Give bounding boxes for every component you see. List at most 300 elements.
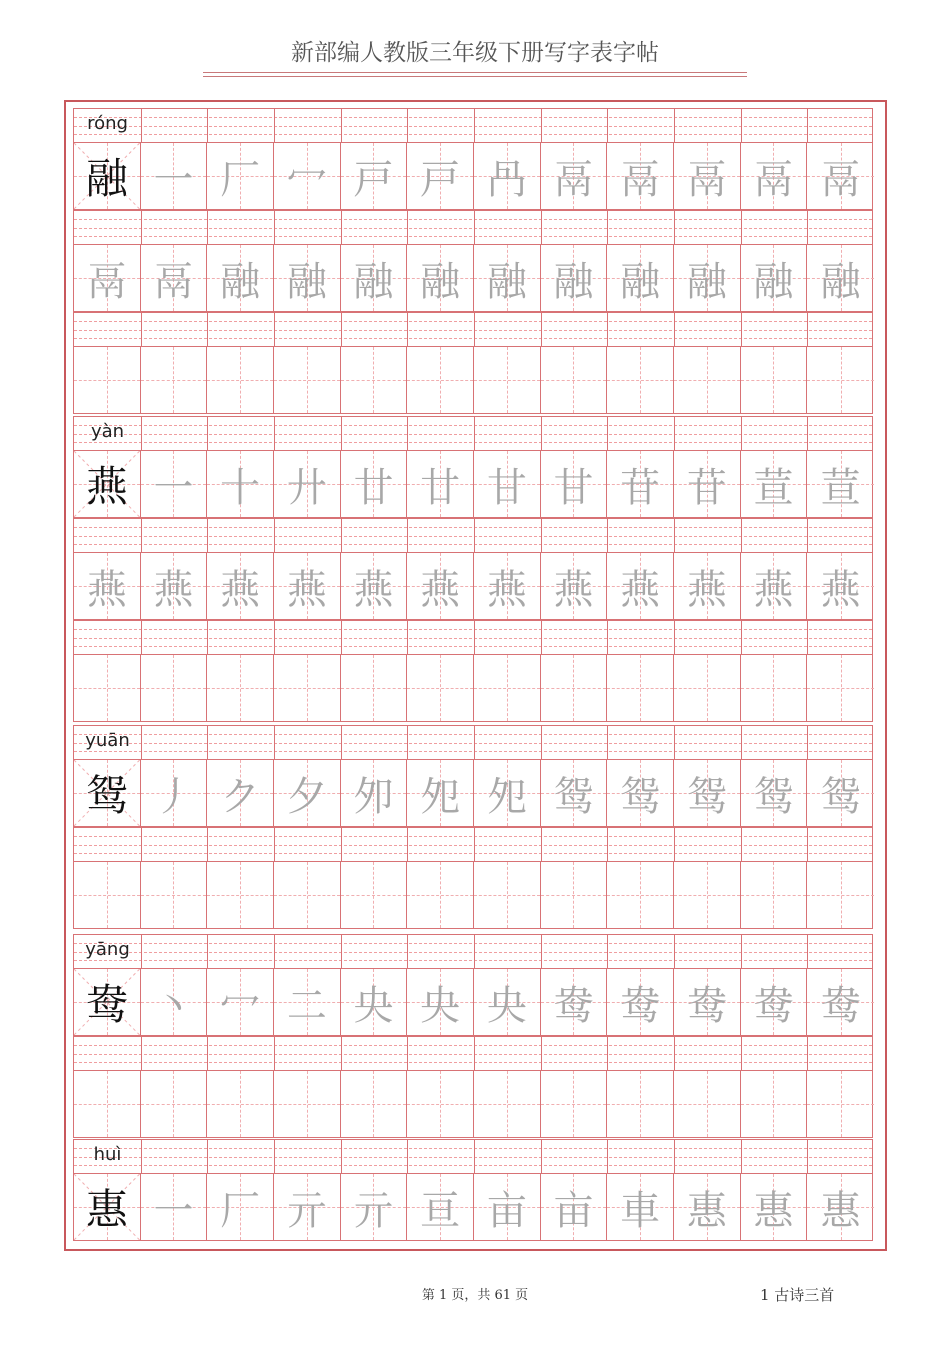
column-divider (141, 828, 142, 861)
column-divider (207, 935, 208, 968)
practice-cell (741, 1174, 808, 1240)
column-divider (341, 621, 342, 654)
column-divider (274, 417, 275, 450)
grid-guide-vertical (773, 655, 774, 721)
column-divider (807, 828, 808, 861)
practice-cell (541, 969, 608, 1035)
practice-cell (141, 347, 208, 413)
character-practice-row (73, 759, 873, 827)
pinyin-guide-line (74, 425, 872, 426)
practice-cell (541, 1174, 608, 1240)
stroke-order-step: 亩 (553, 1187, 594, 1234)
pinyin-band (73, 1139, 873, 1173)
stroke-order-step: 鬲 (753, 156, 794, 203)
practice-cell (674, 1174, 741, 1240)
practice-cell (474, 1174, 541, 1240)
practice-cell (607, 347, 674, 413)
column-divider (674, 417, 675, 450)
character-practice-row (73, 552, 873, 620)
stroke-order-step: 融 (286, 258, 327, 305)
pinyin-guide-line (74, 845, 872, 846)
practice-cell (141, 862, 208, 928)
practice-cell (341, 760, 408, 826)
practice-cell (407, 1174, 474, 1240)
practice-cell (274, 451, 341, 517)
practice-cell (607, 1174, 674, 1240)
column-divider (741, 621, 742, 654)
stroke-order-step: 融 (686, 258, 727, 305)
pinyin-guide-line (74, 646, 872, 647)
stroke-order-step: 央 (353, 982, 394, 1029)
column-divider (541, 211, 542, 244)
column-divider (607, 109, 608, 142)
practice-cell (807, 1174, 874, 1240)
column-divider (541, 621, 542, 654)
pinyin-band (73, 312, 873, 346)
practice-cell (474, 245, 541, 311)
pinyin-guide-line (74, 629, 872, 630)
stroke-order-step: 二 (286, 982, 327, 1029)
practice-cell (341, 143, 408, 209)
stroke-order-step: 融 (553, 258, 594, 305)
pinyin-guide-line (74, 338, 872, 339)
column-divider (341, 109, 342, 142)
column-divider (274, 519, 275, 552)
column-divider (274, 935, 275, 968)
practice-cell (407, 969, 474, 1035)
practice-cell (341, 969, 408, 1035)
column-divider (741, 1037, 742, 1070)
column-divider (607, 726, 608, 759)
column-divider (741, 828, 742, 861)
practice-cell (741, 862, 808, 928)
column-divider (674, 1140, 675, 1173)
practice-cell (274, 245, 341, 311)
column-divider (807, 417, 808, 450)
practice-cell (474, 143, 541, 209)
stroke-order-step: 鬲 (686, 156, 727, 203)
column-divider (607, 1037, 608, 1070)
practice-cell (207, 143, 274, 209)
practice-cell (207, 1071, 274, 1137)
practice-cell (674, 1071, 741, 1137)
pinyin-band (73, 210, 873, 244)
practice-cell (207, 760, 274, 826)
column-divider (407, 935, 408, 968)
pinyin-guide-line (74, 638, 872, 639)
model-character: 鸳 (85, 771, 128, 820)
model-character-cell (74, 969, 141, 1035)
pinyin-guide-line (74, 330, 872, 331)
pinyin-guide-line (74, 527, 872, 528)
stroke-order-step: 鬲 (820, 156, 861, 203)
stroke-order-step: 惠 (820, 1187, 861, 1234)
grid-guide-vertical (373, 1071, 374, 1137)
column-divider (541, 935, 542, 968)
column-divider (741, 519, 742, 552)
practice-cell (141, 451, 208, 517)
practice-cell (74, 1071, 141, 1137)
stroke-order-step: 廾 (286, 464, 327, 511)
grid-guide-vertical (173, 862, 174, 928)
stroke-order-step: 鸯 (753, 982, 794, 1029)
pinyin-guide-line (74, 1148, 872, 1149)
practice-cell (807, 969, 874, 1035)
column-divider (141, 313, 142, 346)
grid-guide-vertical (707, 862, 708, 928)
practice-cell (407, 143, 474, 209)
practice-cell (474, 451, 541, 517)
column-divider (341, 1037, 342, 1070)
practice-cell (207, 655, 274, 721)
column-divider (674, 211, 675, 244)
practice-cell (541, 760, 608, 826)
column-divider (407, 519, 408, 552)
model-character: 融 (85, 154, 128, 203)
practice-cell (674, 143, 741, 209)
stroke-order-step: 燕 (620, 566, 661, 613)
grid-guide-vertical (573, 347, 574, 413)
grid-guide-vertical (373, 862, 374, 928)
practice-cell (74, 245, 141, 311)
column-divider (607, 519, 608, 552)
column-divider (541, 726, 542, 759)
pinyin-guide-line (74, 853, 872, 854)
column-divider (274, 726, 275, 759)
column-divider (407, 621, 408, 654)
stroke-order-step: 苷 (620, 464, 661, 511)
practice-cell (141, 655, 208, 721)
stroke-order-step: 燕 (753, 566, 794, 613)
pinyin-band (73, 1036, 873, 1070)
pinyin-band (73, 934, 873, 968)
column-divider (407, 313, 408, 346)
grid-guide-vertical (440, 655, 441, 721)
practice-cell (341, 1071, 408, 1137)
practice-cell (607, 862, 674, 928)
practice-cell (674, 969, 741, 1035)
grid-guide-vertical (240, 347, 241, 413)
pinyin-guide-line (74, 1045, 872, 1046)
practice-cell (274, 143, 341, 209)
practice-cell (674, 760, 741, 826)
column-divider (474, 313, 475, 346)
pinyin-guide-line (74, 836, 872, 837)
practice-cell (607, 451, 674, 517)
stroke-order-step: 一 (153, 1187, 194, 1234)
column-divider (741, 1140, 742, 1173)
stroke-order-step: 央 (486, 982, 527, 1029)
column-divider (341, 726, 342, 759)
grid-guide-vertical (507, 862, 508, 928)
stroke-order-step: 融 (753, 258, 794, 305)
stroke-order-step: 融 (420, 258, 461, 305)
practice-cell (341, 1174, 408, 1240)
pinyin-guide-line (74, 743, 872, 744)
grid-guide-vertical (173, 347, 174, 413)
grid-guide-vertical (440, 1071, 441, 1137)
stroke-order-step: 冎 (486, 156, 527, 203)
pinyin-band (73, 620, 873, 654)
practice-cell (407, 862, 474, 928)
pinyin-guide-line (74, 751, 872, 752)
title-underline-thin (203, 76, 747, 77)
grid-guide-vertical (307, 655, 308, 721)
stroke-order-step: 燕 (286, 566, 327, 613)
column-divider (341, 211, 342, 244)
practice-cell (807, 451, 874, 517)
practice-sheet (73, 108, 873, 1241)
pinyin-guide-line (74, 1157, 872, 1158)
character-practice-row (73, 861, 873, 929)
practice-cell (207, 862, 274, 928)
practice-cell (541, 347, 608, 413)
character-practice-row (73, 968, 873, 1036)
column-divider (807, 935, 808, 968)
practice-cell (541, 1071, 608, 1137)
column-divider (207, 417, 208, 450)
practice-cell (207, 969, 274, 1035)
column-divider (541, 1037, 542, 1070)
column-divider (341, 935, 342, 968)
stroke-order-step: 鬲 (86, 258, 127, 305)
column-divider (274, 828, 275, 861)
column-divider (141, 621, 142, 654)
stroke-order-step: 厂 (220, 1187, 261, 1234)
pinyin-guide-line (74, 544, 872, 545)
stroke-order-step: 鸯 (553, 982, 594, 1029)
practice-cell (741, 143, 808, 209)
stroke-order-step: 鸯 (820, 982, 861, 1029)
grid-guide-vertical (307, 1071, 308, 1137)
column-divider (674, 935, 675, 968)
grid-guide-vertical (773, 862, 774, 928)
model-character-cell (74, 451, 141, 517)
pinyin-guide-line (74, 536, 872, 537)
pinyin-label: huì (93, 1144, 122, 1165)
grid-guide-vertical (573, 862, 574, 928)
practice-cell (341, 553, 408, 619)
stroke-order-step: 甘 (486, 464, 527, 511)
stroke-order-step: 融 (620, 258, 661, 305)
practice-cell (807, 655, 874, 721)
practice-cell (741, 969, 808, 1035)
grid-guide-vertical (240, 655, 241, 721)
stroke-order-step: 燕 (820, 566, 861, 613)
pinyin-guide-line (74, 442, 872, 443)
stroke-order-step: 鸯 (620, 982, 661, 1029)
column-divider (274, 211, 275, 244)
column-divider (474, 1140, 475, 1173)
column-divider (474, 935, 475, 968)
stroke-order-step: 夕 (286, 773, 327, 820)
stroke-order-step: 燕 (486, 566, 527, 613)
grid-guide-vertical (107, 347, 108, 413)
stroke-order-step: 亓 (286, 1187, 327, 1234)
practice-cell (274, 862, 341, 928)
practice-cell (274, 553, 341, 619)
grid-guide-vertical (841, 862, 842, 928)
character-practice-row (73, 450, 873, 518)
pinyin-band (73, 416, 873, 450)
column-divider (674, 828, 675, 861)
grid-guide-vertical (773, 1071, 774, 1137)
practice-cell (207, 451, 274, 517)
grid-guide-vertical (173, 1071, 174, 1137)
grid-guide-vertical (240, 1071, 241, 1137)
practice-cell (274, 1174, 341, 1240)
grid-guide-vertical (640, 1071, 641, 1137)
practice-cell (541, 655, 608, 721)
column-divider (607, 935, 608, 968)
practice-cell (807, 553, 874, 619)
practice-cell (807, 862, 874, 928)
column-divider (674, 621, 675, 654)
practice-cell (341, 245, 408, 311)
column-divider (207, 1140, 208, 1173)
stroke-order-step: 融 (220, 258, 261, 305)
column-divider (341, 519, 342, 552)
stroke-order-step: 夘 (353, 773, 394, 820)
stroke-order-step: 十 (220, 464, 261, 511)
pinyin-guide-line (74, 134, 872, 135)
stroke-order-step: 燕 (686, 566, 727, 613)
practice-cell (141, 553, 208, 619)
column-divider (541, 417, 542, 450)
pinyin-guide-line (74, 236, 872, 237)
stroke-order-step: 融 (486, 258, 527, 305)
stroke-order-step: 戸 (420, 156, 461, 203)
grid-guide-vertical (373, 347, 374, 413)
column-divider (541, 828, 542, 861)
column-divider (474, 211, 475, 244)
stroke-order-step: 央 (420, 982, 461, 1029)
practice-cell (741, 655, 808, 721)
stroke-order-step: 夗 (486, 773, 527, 820)
column-divider (807, 519, 808, 552)
stroke-order-step: 燕 (86, 566, 127, 613)
column-divider (807, 109, 808, 142)
column-divider (407, 417, 408, 450)
practice-cell (474, 969, 541, 1035)
practice-cell (141, 760, 208, 826)
stroke-order-step: 鸳 (820, 773, 861, 820)
column-divider (607, 313, 608, 346)
practice-cell (674, 451, 741, 517)
grid-guide-vertical (707, 347, 708, 413)
pinyin-guide-line (74, 960, 872, 961)
grid-guide-vertical (373, 655, 374, 721)
column-divider (474, 109, 475, 142)
column-divider (807, 211, 808, 244)
stroke-order-step: 鸳 (620, 773, 661, 820)
stroke-order-step: 融 (353, 258, 394, 305)
grid-guide-vertical (573, 655, 574, 721)
page-title: 新部编人教版三年级下册写字表字帖 (291, 40, 659, 66)
stroke-order-step: 冖 (286, 156, 327, 203)
column-divider (607, 211, 608, 244)
pinyin-guide-line (74, 219, 872, 220)
grid-guide-vertical (440, 347, 441, 413)
practice-cell (341, 862, 408, 928)
column-divider (607, 828, 608, 861)
stroke-order-step: 鬲 (553, 156, 594, 203)
practice-cell (741, 347, 808, 413)
pinyin-label: róng (87, 113, 128, 134)
column-divider (541, 1140, 542, 1173)
column-divider (541, 109, 542, 142)
column-divider (407, 109, 408, 142)
column-divider (407, 1140, 408, 1173)
stroke-order-step: 冖 (220, 982, 261, 1029)
practice-cell (407, 451, 474, 517)
grid-guide-vertical (707, 1071, 708, 1137)
grid-guide-vertical (707, 655, 708, 721)
practice-cell (807, 760, 874, 826)
grid-guide-vertical (640, 862, 641, 928)
practice-cell (741, 760, 808, 826)
grid-guide-vertical (640, 655, 641, 721)
column-divider (407, 726, 408, 759)
practice-cell (274, 347, 341, 413)
stroke-order-step: 丶 (153, 982, 194, 1029)
column-divider (674, 313, 675, 346)
grid-guide-vertical (307, 862, 308, 928)
practice-cell (541, 451, 608, 517)
column-divider (341, 313, 342, 346)
column-divider (341, 417, 342, 450)
pinyin-guide-line (74, 117, 872, 118)
stroke-order-step: 廿 (420, 464, 461, 511)
practice-cell (607, 1071, 674, 1137)
stroke-order-step: 甘 (553, 464, 594, 511)
practice-cell (541, 862, 608, 928)
stroke-order-step: 鬲 (620, 156, 661, 203)
stroke-order-step: 厂 (220, 156, 261, 203)
practice-cell (607, 655, 674, 721)
column-divider (607, 1140, 608, 1173)
stroke-order-step: 燕 (353, 566, 394, 613)
practice-cell (207, 245, 274, 311)
grid-guide-vertical (507, 1071, 508, 1137)
practice-cell (474, 347, 541, 413)
practice-cell (274, 969, 341, 1035)
pinyin-label: yuān (85, 730, 130, 751)
character-practice-row (73, 142, 873, 210)
stroke-order-step: 亩 (486, 1187, 527, 1234)
practice-cell (207, 1174, 274, 1240)
stroke-order-step: 荁 (820, 464, 861, 511)
stroke-order-step: 鸳 (753, 773, 794, 820)
practice-cell (74, 862, 141, 928)
column-divider (607, 417, 608, 450)
column-divider (474, 1037, 475, 1070)
stroke-order-step: 一 (153, 156, 194, 203)
practice-cell (807, 1071, 874, 1137)
practice-cell (407, 760, 474, 826)
column-divider (807, 313, 808, 346)
pinyin-guide-line (74, 321, 872, 322)
practice-cell (74, 347, 141, 413)
column-divider (207, 828, 208, 861)
practice-cell (674, 347, 741, 413)
practice-cell (674, 553, 741, 619)
character-practice-row (73, 244, 873, 312)
column-divider (807, 1140, 808, 1173)
character-practice-row (73, 346, 873, 414)
model-character-cell (74, 1174, 141, 1240)
practice-cell (274, 760, 341, 826)
